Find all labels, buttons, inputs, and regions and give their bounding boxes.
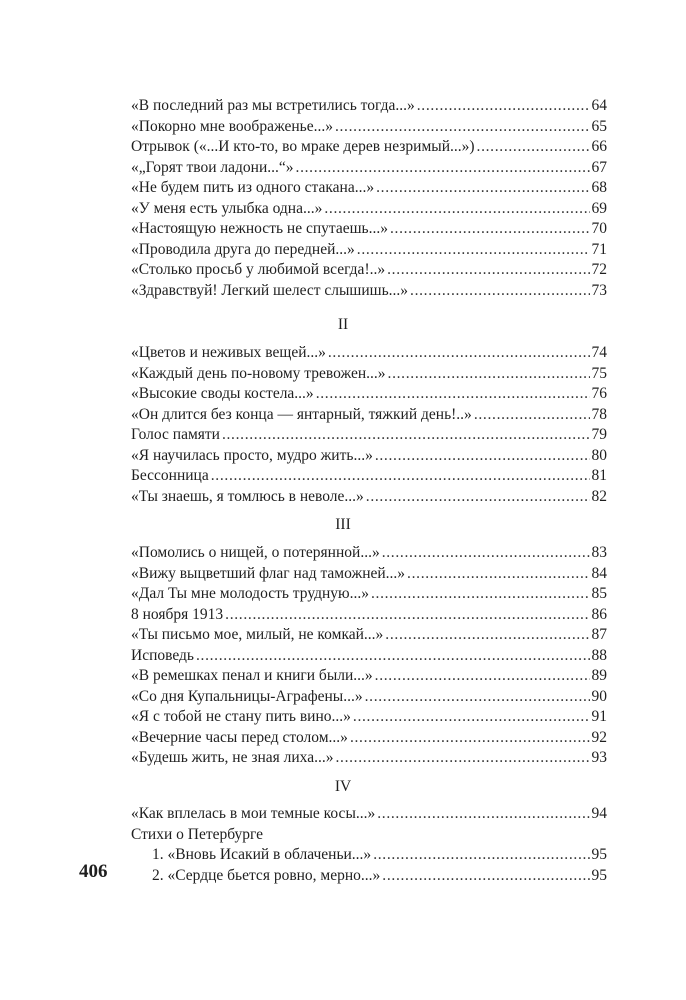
leader-dots xyxy=(376,177,589,199)
toc-entry[interactable] xyxy=(131,727,607,749)
toc-entry[interactable] xyxy=(131,465,607,487)
toc-entry[interactable] xyxy=(131,542,607,564)
leader-dots xyxy=(196,645,590,667)
leader-dots xyxy=(324,198,589,220)
toc-entry[interactable] xyxy=(131,486,607,508)
toc-entry-title: «Как вплелась в мои темные косы...» xyxy=(131,805,376,822)
toc-entry-title: «Вижу выцветший флаг над таможней...» xyxy=(131,564,406,582)
toc-entry-title: «Проводила друга до передней...» xyxy=(131,240,355,258)
leader-dots xyxy=(382,865,589,887)
section-heading: IV xyxy=(334,778,352,795)
toc-entry-title: «Вечерние часы перед столом...» xyxy=(131,728,348,746)
toc-entry-title: «Здравствуй! Легкий шелест слышишь...» xyxy=(131,281,409,299)
leader-dots xyxy=(357,239,590,261)
toc-entry-page: 84 xyxy=(591,564,607,582)
toc-entry[interactable] xyxy=(131,665,607,687)
toc-entry-page: 94 xyxy=(591,805,607,822)
section-heading: II xyxy=(337,316,349,333)
toc-entry-title: Стихи о Петербурге xyxy=(131,825,264,843)
toc-entry-title: «Каждый день по-новому тревожен...» xyxy=(131,364,386,382)
toc-entry-title: 2. «Сердце бьется ровно, мерно...» xyxy=(152,866,381,884)
toc-entry-page: 83 xyxy=(591,544,607,561)
leader-dots xyxy=(373,844,589,866)
toc-entry-title: Исповедь xyxy=(131,646,194,664)
toc-entry-page: 95 xyxy=(591,846,607,863)
toc-entry[interactable] xyxy=(131,404,607,426)
toc-entry[interactable] xyxy=(131,239,607,261)
toc-entry[interactable] xyxy=(131,624,607,646)
toc-entry-page: 93 xyxy=(591,749,607,766)
toc-entry-title: «Столько просьб у любимой всегда!..» xyxy=(131,261,386,278)
toc-entry-page: 92 xyxy=(591,728,607,746)
toc-entry-page: 86 xyxy=(591,605,607,623)
toc-entry-page: 91 xyxy=(591,708,607,725)
toc-entry-title: «Ты знаешь, я томлюсь в неволе...» xyxy=(131,487,364,505)
toc-entry-page: 76 xyxy=(591,385,607,402)
leader-dots xyxy=(375,445,590,467)
toc-entry[interactable] xyxy=(131,280,607,302)
toc-entry[interactable] xyxy=(131,363,607,385)
leader-dots xyxy=(365,686,590,708)
leader-dots xyxy=(410,280,589,302)
toc-entry-title: «Цветов и неживых вещей...» xyxy=(131,344,326,361)
leader-dots xyxy=(328,342,590,364)
toc-entry-title: «Я научилась просто, мудро жить...» xyxy=(131,446,373,464)
leader-dots xyxy=(477,136,590,158)
leader-dots xyxy=(366,486,590,508)
toc-entry[interactable] xyxy=(131,259,607,281)
toc-entry-page: 78 xyxy=(591,405,607,423)
toc-entry[interactable] xyxy=(131,424,607,446)
toc-entry-title: «Не будем пить из одного стакана...» xyxy=(131,179,375,196)
toc-entry-page: 80 xyxy=(591,446,607,464)
toc-entry-title: «Будешь жить, не зная лиха...» xyxy=(131,749,334,766)
toc-entry-page: 75 xyxy=(591,364,607,382)
toc-entry-page: 73 xyxy=(591,281,607,299)
page-number: 406 xyxy=(79,861,108,882)
toc-subentry[interactable] xyxy=(152,865,607,887)
leader-dots xyxy=(390,218,590,240)
leader-dots xyxy=(225,604,589,626)
toc-entry-page: 79 xyxy=(591,426,607,443)
toc-entry-page: 90 xyxy=(591,687,607,705)
toc-entry-title: Голос памяти xyxy=(131,426,220,443)
toc-entry-page: 65 xyxy=(591,117,607,135)
toc-entry[interactable] xyxy=(131,383,607,405)
leader-dots xyxy=(335,747,589,769)
leader-dots xyxy=(316,383,590,405)
toc-entry[interactable] xyxy=(131,116,607,138)
toc-entry-title: 1. «Вновь Исакий в облаченьи...» xyxy=(152,846,372,863)
toc-entry-title: «Он длится без конца — янтарный, тяжкий день!..» xyxy=(131,405,472,423)
toc-entry[interactable] xyxy=(131,198,607,220)
toc-entry[interactable] xyxy=(131,747,607,769)
toc-entry-page: 85 xyxy=(591,585,607,602)
toc-entry[interactable] xyxy=(131,218,607,240)
toc-entry-page: 68 xyxy=(591,179,607,196)
leader-dots xyxy=(350,727,590,749)
toc-entry-page: 72 xyxy=(591,261,607,278)
toc-entry[interactable] xyxy=(131,445,607,467)
toc-entry-title: «Я с тобой не стану пить вино...» xyxy=(131,708,351,725)
toc-entry-title: «Высокие своды костела...» xyxy=(131,385,314,402)
toc-entry-page: 89 xyxy=(591,667,607,684)
leader-dots xyxy=(371,583,590,605)
toc-entry-title: Отрывок («...И кто-то, во мраке дерев незримый...») xyxy=(131,138,475,155)
toc-entry-group[interactable] xyxy=(131,824,607,846)
toc-entry-page: 70 xyxy=(591,220,607,237)
toc-entry-page: 69 xyxy=(591,199,607,217)
leader-dots xyxy=(474,404,590,426)
toc-entry-title: «Помолись о нищей, о потерянной...» xyxy=(131,544,380,561)
leader-dots xyxy=(377,803,589,825)
leader-dots xyxy=(222,424,590,446)
toc-entry[interactable] xyxy=(131,686,607,708)
leader-dots xyxy=(387,259,589,281)
toc-entry-title: Бессонница xyxy=(131,467,209,484)
leader-dots xyxy=(211,465,590,487)
toc-entry-title: 8 ноября 1913 xyxy=(131,605,224,623)
toc-entry-page: 81 xyxy=(591,467,607,484)
toc-entry-title: «Ты письмо мое, милый, не комкай...» xyxy=(131,626,384,643)
leader-dots xyxy=(382,542,590,564)
leader-dots xyxy=(417,95,590,117)
toc-entry[interactable] xyxy=(131,645,607,667)
toc-entry-page: 87 xyxy=(591,626,607,643)
toc-entry-title: «„Горят твои ладони...“» xyxy=(131,158,294,176)
toc-entry-page: 74 xyxy=(591,344,607,361)
toc-entry-title: «Дал Ты мне молодость трудную...» xyxy=(131,585,369,602)
toc-entry-title: «Покорно мне воображенье...» xyxy=(131,117,333,135)
toc-entry[interactable] xyxy=(131,95,607,117)
leader-dots xyxy=(353,706,590,728)
toc-entry[interactable] xyxy=(131,583,607,605)
leader-dots xyxy=(407,563,589,585)
toc-subentry[interactable] xyxy=(152,844,607,866)
toc-entry[interactable] xyxy=(131,157,607,179)
toc-entry-page: 64 xyxy=(591,97,607,114)
leader-dots xyxy=(388,363,590,385)
toc-entry-page: 71 xyxy=(591,240,607,258)
toc-entry-page: 95 xyxy=(591,866,607,884)
toc-entry[interactable] xyxy=(131,136,607,158)
toc-entry-page: 66 xyxy=(591,138,607,155)
toc-entry[interactable] xyxy=(131,177,607,199)
toc-entry-page: 88 xyxy=(591,646,607,664)
toc-entry-title: «В ремешках пенал и книги были...» xyxy=(131,667,373,684)
toc-entry[interactable] xyxy=(131,706,607,728)
toc-entry-title: «Настоящую нежность не спутаешь...» xyxy=(131,220,388,237)
toc-entry-page: 67 xyxy=(591,158,607,176)
toc-entry-title: «В последний раз мы встретились тогда...» xyxy=(131,97,415,114)
toc-entry-title: «У меня есть улыбка одна...» xyxy=(131,199,323,217)
leader-dots xyxy=(335,116,590,138)
toc-entry[interactable] xyxy=(131,342,607,364)
toc-entry[interactable] xyxy=(131,803,607,825)
leader-dots xyxy=(375,665,590,687)
toc-entry[interactable] xyxy=(131,604,607,626)
leader-dots xyxy=(296,157,590,179)
section-heading: III xyxy=(335,516,351,533)
toc-entry[interactable] xyxy=(131,563,607,585)
toc-entry-title: «Со дня Купальницы-Аграфены...» xyxy=(131,687,363,705)
leader-dots xyxy=(385,624,589,646)
toc-entry-page: 82 xyxy=(591,487,607,505)
